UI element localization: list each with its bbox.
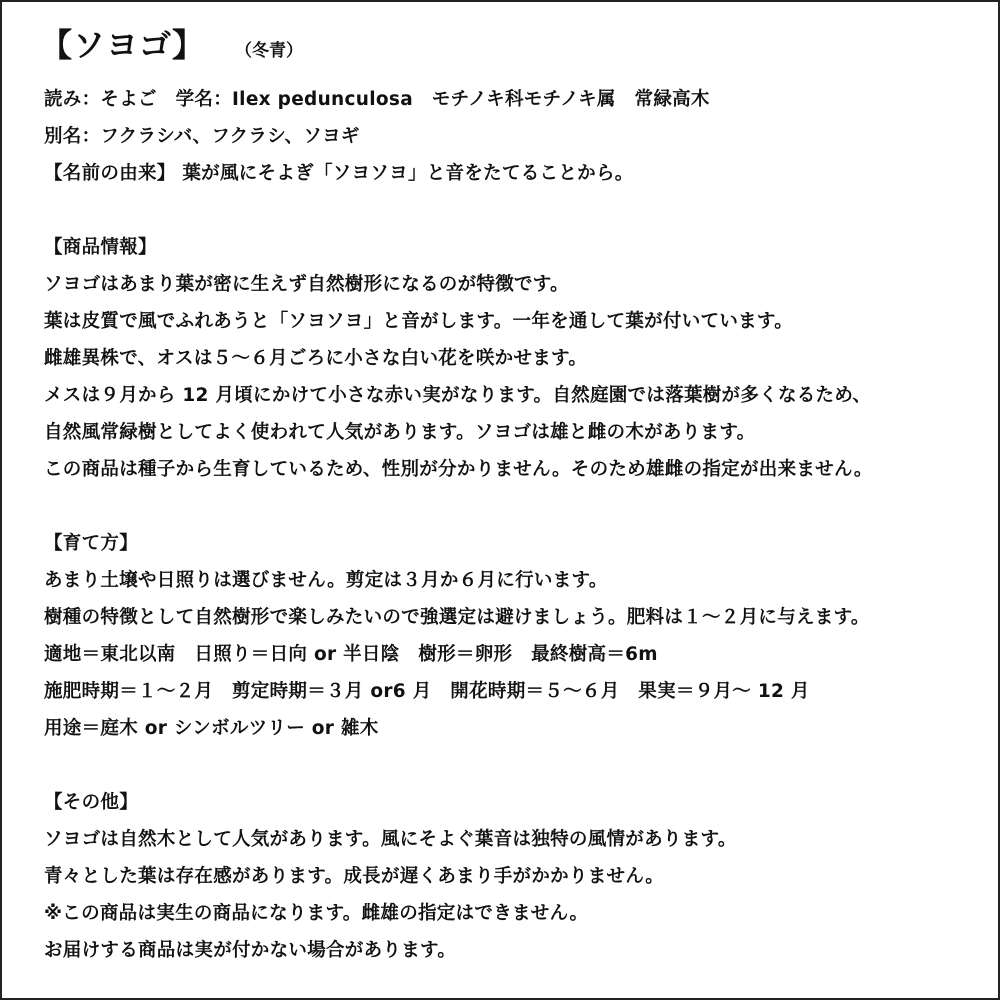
page-subtitle: （冬青） <box>235 41 304 61</box>
spacer <box>44 192 974 229</box>
page-title: 【ソヨゴ】 <box>40 26 206 64</box>
document-body <box>44 81 974 969</box>
spacer <box>44 747 974 784</box>
section-heading-other: 【その他】 <box>44 792 139 813</box>
growing-line: 樹種の特徴として自然樹形で楽しみたいので強選定は避けましょう。肥料は１～２月に与えます。 <box>44 607 870 628</box>
other-line: お届けする商品は実が付かない場合があります。 <box>44 940 457 961</box>
section-heading-product-info: 【商品情報】 <box>44 237 157 258</box>
growing-line: 適地＝東北以南 日照り＝日向 or 半日陰 樹形＝卵形 最終樹高＝6m <box>44 644 658 665</box>
product-info-line: 雌雄異株で、オスは５～６月ごろに小さな白い花を咲かせます。 <box>44 348 588 369</box>
section-heading-growing: 【育て方】 <box>44 533 139 554</box>
product-info-line: ソヨゴはあまり葉が密に生えず自然樹形になるのが特徴です。 <box>44 274 569 295</box>
growing-line: 用途＝庭木 or シンボルツリー or 雑木 <box>44 718 379 739</box>
title-row <box>40 20 303 66</box>
other-line: ※この商品は実生の商品になります。雌雄の指定はできません。 <box>44 903 589 924</box>
product-info-line: 自然風常緑樹としてよく使われて人気があります。ソヨゴは雄と雌の木があります。 <box>44 422 756 443</box>
product-info-line: メスは９月から 12 月頃にかけて小さな赤い実がなります。自然庭園では落葉樹が多くなるため、 <box>44 385 872 406</box>
alias-line: 別名：フクラシバ、フクラシ、ソヨギ <box>44 126 360 147</box>
other-line: 青々とした葉は存在感があります。成長が遅くあまり手がかかりません。 <box>44 866 665 887</box>
other-line: ソヨゴは自然木として人気があります。風にそよぐ葉音は独特の風情があります。 <box>44 829 737 850</box>
reading-line: 読み：そよご 学名：Ilex pedunculosa モチノキ科モチノキ属 常緑高木 <box>44 89 710 110</box>
name-origin-line: 【名前の由来】 葉が風にそよぎ「ソヨソヨ」と音をたてることから。 <box>44 163 634 184</box>
spacer <box>44 488 974 525</box>
growing-line: 施肥時期＝１～２月 剪定時期＝３月 or6 月 開花時期＝５～６月 果実＝９月～ 12 月 <box>44 681 810 702</box>
product-info-line: この商品は種子から生育しているため、性別が分かりません。そのため雄雌の指定が出来ません。 <box>44 459 873 480</box>
growing-line: あまり土壌や日照りは選びません。剪定は３月か６月に行います。 <box>44 570 608 591</box>
product-info-line: 葉は皮質で風でふれあうと「ソヨソヨ」と音がします。一年を通して葉が付いています。 <box>44 311 794 332</box>
